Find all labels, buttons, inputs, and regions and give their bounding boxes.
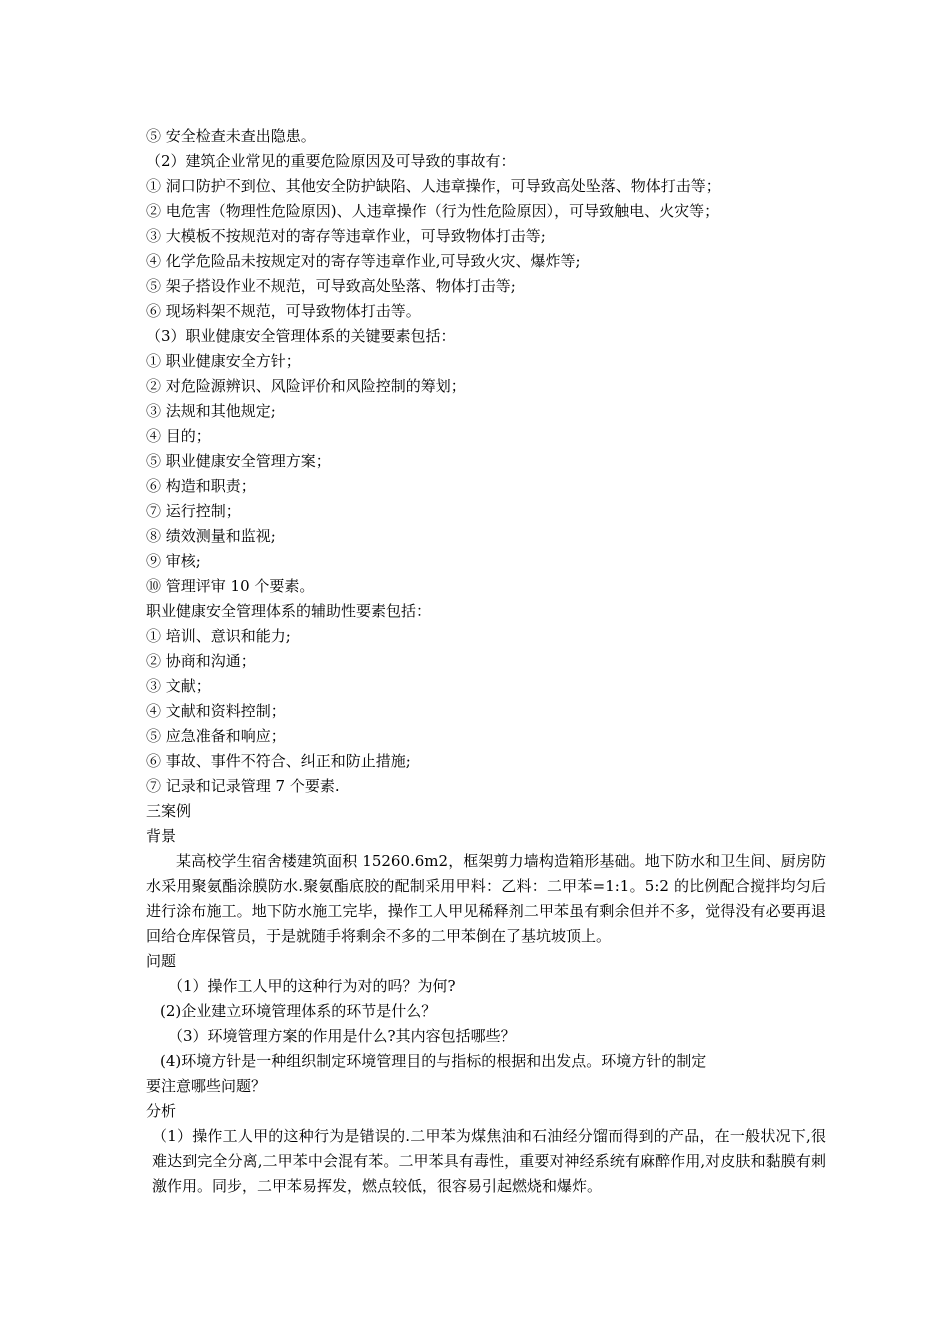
list-item: ④ 文献和资料控制；	[146, 702, 286, 720]
list-item: ⑤ 职业健康安全管理方案；	[146, 452, 331, 470]
question-heading: 问题	[146, 952, 177, 970]
question-item: （3）环境管理方案的作用是什么?其内容包括哪些？	[168, 1027, 516, 1045]
list-item: ⑩ 管理评审 10 个要素。	[146, 577, 315, 595]
list-item: ① 职业健康安全方针；	[146, 352, 301, 370]
list-item: ④ 化学危险品未按规定对的寄存等违章作业,可导致火灾、爆炸等;	[146, 252, 581, 270]
list-item: ⑦ 运行控制；	[146, 502, 241, 520]
list-item: ③ 法规和其他规定;	[146, 402, 276, 420]
background-paragraph: 某高校学生宿舍楼建筑面积 15260.6m2，框架剪力墙构造箱形基础。地下防水和卫生间、厨房防水采用聚氨酯涂膜防水.聚氨酯底胶的配制采用甲料：乙料：二甲苯=1:1。5:2 的比例配合搅拌均匀后进行涂布施工。地下防水施工完毕，操作工人甲见稀释剂二甲苯虽有剩余但并不多，觉得没有必要再退回给仓库保管员，于是就随手将剩余不多的二甲苯倒在了基坑坡顶上。	[146, 852, 826, 945]
list-item: ③ 文献；	[146, 677, 211, 695]
list-item: ④ 目的；	[146, 427, 211, 445]
list-item: ② 协商和沟通；	[146, 652, 256, 670]
list-item: ① 培训、意识和能力;	[146, 627, 291, 645]
list-item: ② 对危险源辨识、风险评价和风险控制的筹划；	[146, 377, 466, 395]
analysis-paragraph: （1）操作工人甲的这种行为是错误的.二甲苯为煤焦油和石油经分馏而得到的产品，在一般状况下,很难达到完全分离,二甲苯中会混有苯。二甲苯具有毒性，重要对神经系统有麻醉作用,对皮肤和黏膜有刺激作用。同步，二甲苯易挥发，燃点较低，很容易引起燃烧和爆炸。	[152, 1127, 826, 1195]
question-item: (2)企业建立环境管理体系的环节是什么？	[160, 1002, 437, 1020]
list-item: ⑥ 构造和职责；	[146, 477, 256, 495]
list-item: ⑤ 应急准备和响应；	[146, 727, 286, 745]
list-item: ② 电危害（物理性危险原因)、人违章操作（行为性危险原因），可导致触电、火灾等；	[146, 202, 720, 220]
case-heading: 三案例	[146, 802, 192, 820]
analysis-heading: 分析	[146, 1102, 177, 1120]
list-item: ⑨ 审核;	[146, 552, 201, 570]
list-item: ① 洞口防护不到位、其他安全防护缺陷、人违章操作，可导致高处坠落、物体打击等；	[146, 177, 721, 195]
background-heading: 背景	[146, 827, 177, 845]
list-item: ⑥ 现场料架不规范，可导致物体打击等。	[146, 302, 421, 320]
section-heading: （3）职业健康安全管理体系的关键要素包括：	[146, 327, 456, 345]
list-item: ③ 大模板不按规范对的寄存等违章作业，可导致物体打击等;	[146, 227, 546, 245]
list-item: ⑥ 事故、事件不符合、纠正和防止措施;	[146, 752, 411, 770]
question-item-continuation: 要注意哪些问题？	[146, 1077, 267, 1095]
question-item: （1）操作工人甲的这种行为对的吗？为何?	[168, 977, 456, 995]
list-item: ⑤ 安全检查未查出隐患。	[146, 127, 316, 145]
document-page	[146, 124, 826, 1199]
section-heading: （2）建筑企业常见的重要危险原因及可导致的事故有：	[146, 152, 516, 170]
list-item: ⑦ 记录和记录管理 7 个要素.	[146, 777, 340, 795]
question-item: (4)环境方针是一种组织制定环境管理目的与指标的根据和出发点。环境方针的制定	[160, 1052, 707, 1070]
list-item: ⑧ 绩效测量和监视;	[146, 527, 276, 545]
list-item: ⑤ 架子搭设作业不规范，可导致高处坠落、物体打击等;	[146, 277, 516, 295]
section-heading: 职业健康安全管理体系的辅助性要素包括：	[146, 602, 432, 620]
